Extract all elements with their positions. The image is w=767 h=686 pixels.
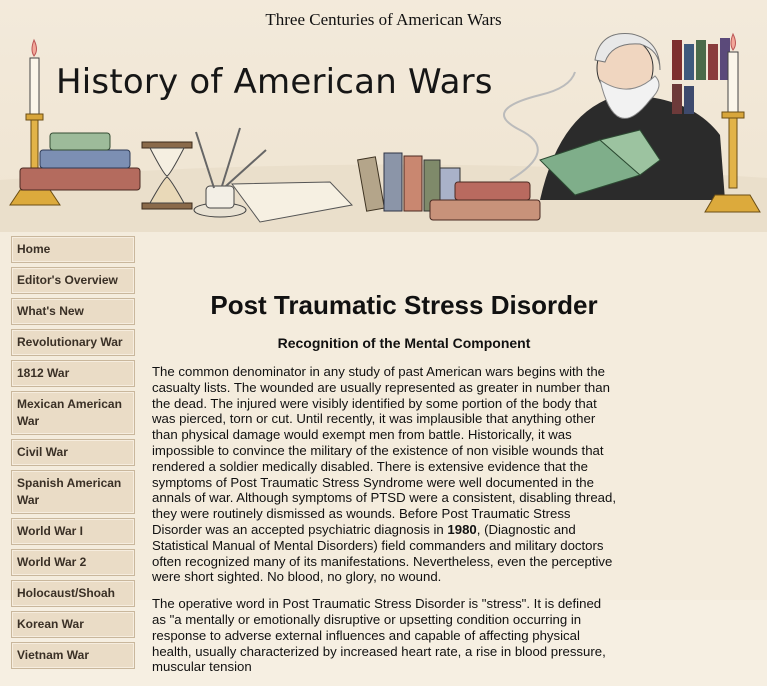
site-title: History of American Wars	[56, 62, 493, 102]
nav-item-world-war-2[interactable]: World War 2	[11, 549, 135, 576]
paragraph	[152, 364, 618, 585]
nav-item-korean-war[interactable]: Korean War	[11, 611, 135, 638]
banner-illustration	[0, 0, 767, 232]
nav-item-editors-overview[interactable]: Editor's Overview	[11, 267, 135, 294]
banner-caption: Three Centuries of American Wars	[265, 10, 502, 29]
nav-item-mexican-american-war[interactable]: Mexican American War	[11, 391, 135, 435]
nav-item-civil-war[interactable]: Civil War	[11, 439, 135, 466]
section-subtitle: Recognition of the Mental Component	[277, 335, 531, 351]
paragraph: The operative word in Post Traumatic Stress Disorder is "stress". It is defined as "a mentally or emotionally disruptive or upsetting condition occurring in response to adverse external influences and capable of affecting physical health, usually characterized by increased heart rate, a rise in blood pressure, muscular tension	[152, 596, 606, 675]
year-highlight: 1980	[447, 521, 477, 537]
nav-item-holocaust-shoah[interactable]: Holocaust/Shoah	[11, 580, 135, 607]
sidebar-nav	[11, 236, 138, 673]
bookshelf-icon	[672, 38, 730, 114]
nav-item-vietnam-war[interactable]: Vietnam War	[11, 642, 135, 669]
nav-item-spanish-american-war[interactable]: Spanish American War	[11, 470, 135, 514]
books-row-icon	[358, 153, 540, 220]
nav-item-revolutionary-war[interactable]: Revolutionary War	[11, 329, 135, 356]
header-banner	[0, 0, 767, 232]
nav-item-1812-war[interactable]: 1812 War	[11, 360, 135, 387]
nav-item-whats-new[interactable]: What's New	[11, 298, 135, 325]
page-title: Post Traumatic Stress Disorder	[210, 290, 598, 320]
nav-item-home[interactable]: Home	[11, 236, 135, 263]
paragraph-text: , (Diagnostic and Statistical Manual of Mental Disorders) field commanders and military doctors often recognized many of its manifestations. Nevertheless, even the perceptive were short sighted. No blood, no glory, no wound.	[152, 521, 613, 585]
paragraph-text: The common denominator in any study of past American wars begins with the casualty lists. The wounded are usually represented as greater in number than the dead. The injured were visibly identified by some portion of the body that was pierced, torn or cut. Until recently, it was implausible that anything other than physical damage would exempt men from battle. Historically, it was impossible to convince the military of the existence of non visible wounds that rendered a soldier medically disabled. There is extensive evidence that the symptoms of Post Traumatic Stress Syndrome were well documented in the annals of war. Although symptoms of PTSD were a consistent, disabling thread, they were routinely dismissed as wounds. Before Post Traumatic Stress Disorder was an accepted psychiatric diagnosis in	[152, 364, 617, 537]
main-content	[152, 270, 618, 686]
nav-item-world-war-1[interactable]: World War I	[11, 518, 135, 545]
